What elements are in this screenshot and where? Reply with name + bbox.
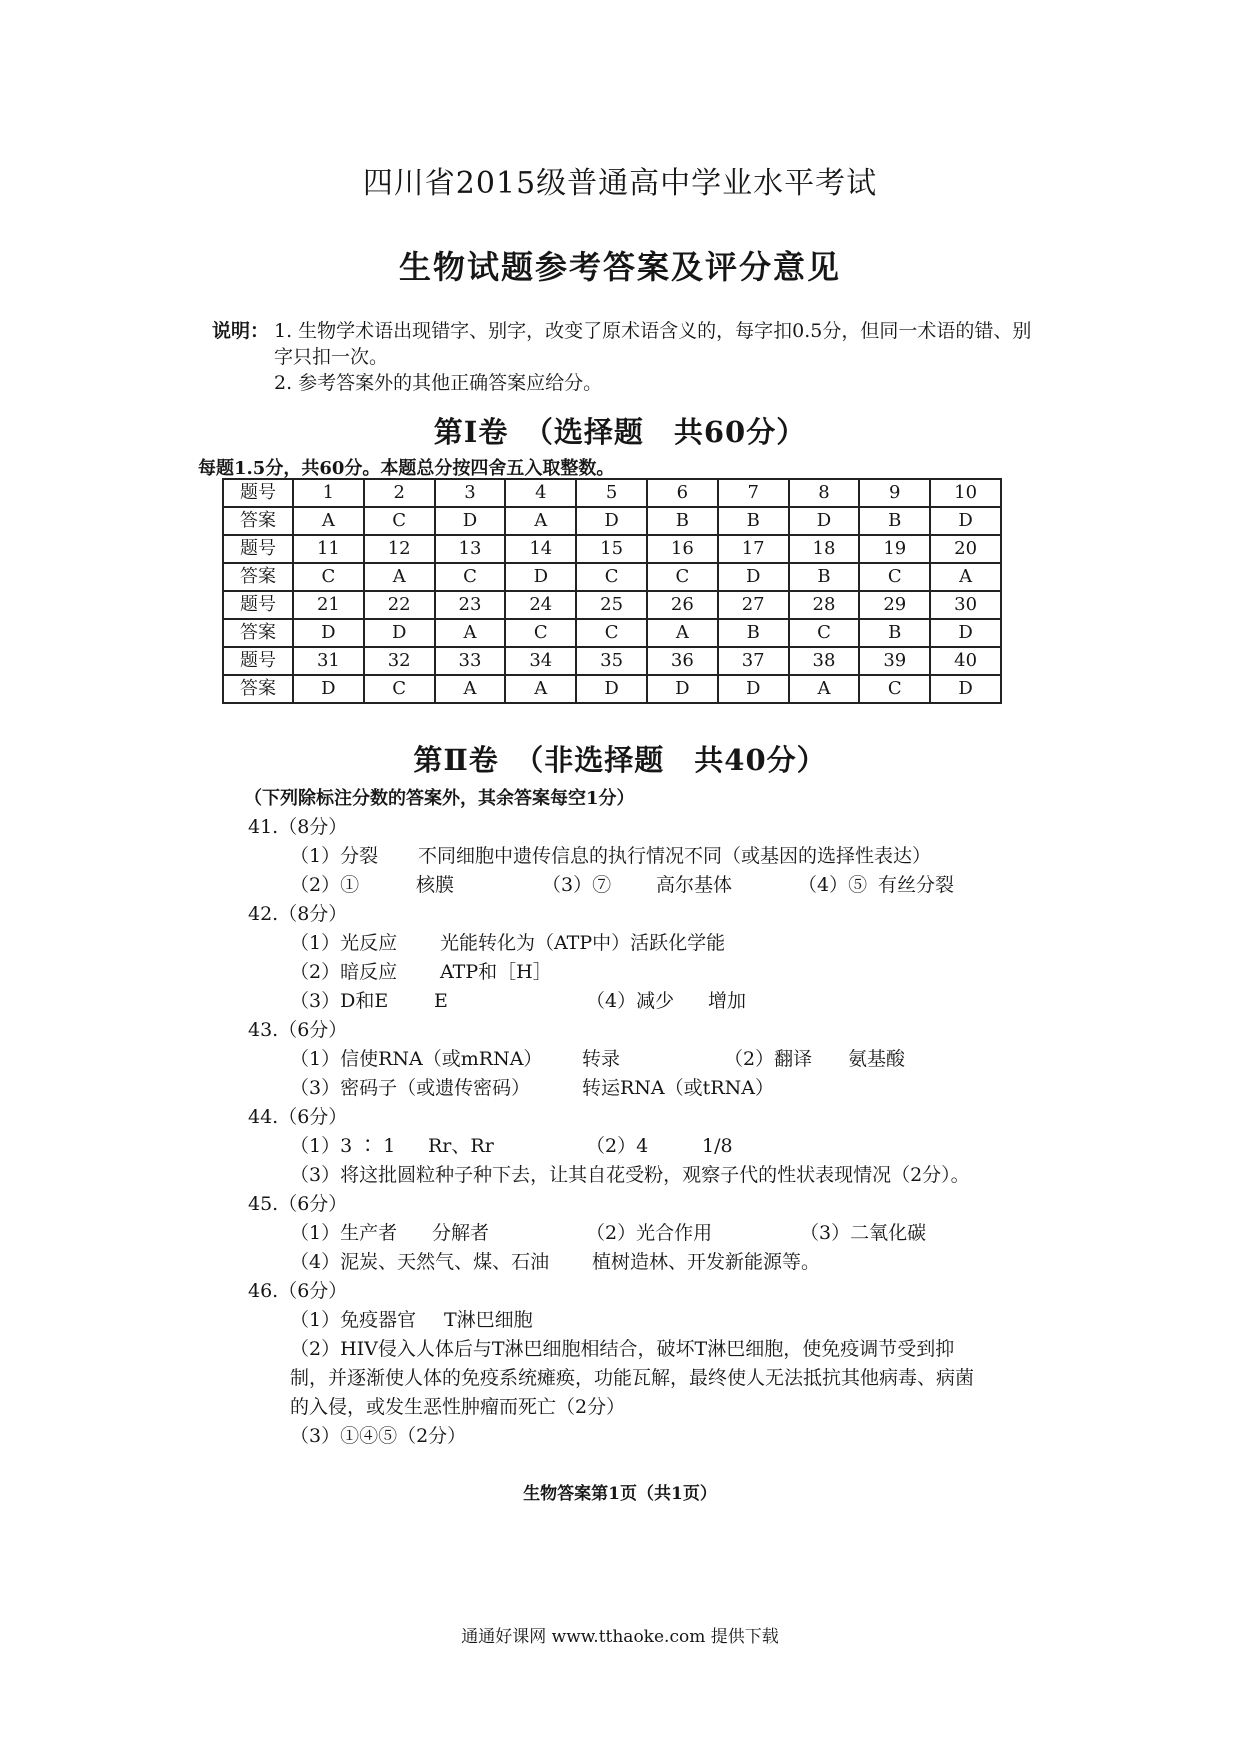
answer-cell: A — [364, 563, 435, 591]
answer-cell: B — [789, 563, 860, 591]
question-number-cell: 26 — [647, 591, 718, 619]
answer-cell: A — [930, 563, 1001, 591]
row-label-answer: 答案 — [223, 563, 293, 591]
row-label-number: 题号 — [223, 535, 293, 563]
answer-cell: C — [505, 619, 576, 647]
q41-part1-reason: 不同细胞中遗传信息的执行情况不同（或基因的选择性表达） — [418, 845, 932, 867]
question-number-cell: 10 — [930, 479, 1001, 507]
answer-cell: A — [505, 675, 576, 703]
answer-cell: C — [364, 507, 435, 535]
table-row-answers — [223, 507, 1001, 535]
row-label-number: 题号 — [223, 647, 293, 675]
question-46-line-2: （2）HIV侵入人体后与T淋巴细胞相结合，破坏T淋巴细胞，使免疫调节受到抑制，并逐渐使人体的免疫系统瘫痪，功能瓦解，最终使人无法抵抗其他病毒、病菌的入侵，或发生恶性肿瘤而死亡（2分） — [290, 1338, 975, 1418]
question-42-heading: 42.（8分） — [248, 903, 348, 925]
question-number-cell: 13 — [435, 535, 506, 563]
q46-part1-detail: T淋巴细胞 — [444, 1309, 533, 1331]
question-46-line-3 — [248, 1422, 1078, 1451]
table-row-numbers — [223, 479, 1001, 507]
q44-part2-detail: 1/8 — [702, 1135, 733, 1157]
table-row-answers — [223, 619, 1001, 647]
source-credit: 通通好课网 www.tthaoke.com 提供下载 — [461, 1627, 779, 1647]
q42-part1-detail: 光能转化为（ATP中）活跃化学能 — [440, 932, 726, 954]
question-45-line-1 — [248, 1219, 1078, 1248]
answer-cell: D — [293, 619, 364, 647]
question-41-line-1 — [248, 842, 1078, 871]
q41-part4-label: （4）⑤ — [798, 874, 868, 896]
answer-cell: A — [789, 675, 860, 703]
answer-cell: B — [859, 619, 930, 647]
part2-answers — [244, 784, 1078, 1451]
answer-cell: D — [505, 563, 576, 591]
exam-subtitle: 生物试题参考答案及评分意见 — [398, 248, 841, 286]
answer-cell: A — [435, 675, 506, 703]
question-number-cell: 4 — [505, 479, 576, 507]
table-row-numbers — [223, 535, 1001, 563]
question-number-cell: 7 — [718, 479, 789, 507]
question-number-cell: 20 — [930, 535, 1001, 563]
instructions — [212, 318, 1032, 396]
part2-heading: 第Ⅱ卷 （非选择题 共40分） — [413, 743, 827, 777]
question-number-cell: 29 — [859, 591, 930, 619]
question-number-cell: 38 — [789, 647, 860, 675]
instruction-item-2 — [212, 370, 1032, 396]
answer-cell: D — [293, 675, 364, 703]
question-number-cell: 30 — [930, 591, 1001, 619]
q43-part3-detail: 转运RNA（或tRNA） — [582, 1077, 774, 1099]
answer-cell: C — [647, 563, 718, 591]
answer-cell: B — [859, 507, 930, 535]
row-label-answer: 答案 — [223, 675, 293, 703]
q42-part2-detail: ATP和［H］ — [440, 961, 552, 983]
instructions-label: 说明： — [212, 320, 270, 342]
answer-cell: D — [576, 507, 647, 535]
q45-part1-answer: （1）生产者 — [290, 1222, 398, 1244]
answer-cell: D — [718, 675, 789, 703]
question-number-cell: 16 — [647, 535, 718, 563]
answer-cell: A — [647, 619, 718, 647]
question-43-heading: 43.（6分） — [248, 1019, 348, 1041]
answer-cell: D — [576, 675, 647, 703]
question-number-cell: 8 — [789, 479, 860, 507]
q45-part1-detail: 分解者 — [432, 1222, 490, 1244]
q45-part4-answer: （4）泥炭、天然气、煤、石油 — [290, 1251, 550, 1273]
question-44-heading: 44.（6分） — [248, 1106, 348, 1128]
q44-part2-answer: （2）4 — [586, 1135, 649, 1157]
page-footer: 生物答案第1页（共1页） — [523, 1484, 717, 1504]
q42-part4-answer: （4）减少 — [586, 990, 675, 1012]
answer-cell: B — [718, 619, 789, 647]
answer-cell: B — [718, 507, 789, 535]
q41-part4-answer: 有丝分裂 — [878, 874, 955, 896]
question-number-cell: 15 — [576, 535, 647, 563]
row-label-answer: 答案 — [223, 507, 293, 535]
question-46-line-1 — [248, 1306, 1078, 1335]
table-row-numbers — [223, 647, 1001, 675]
question-number-cell: 9 — [859, 479, 930, 507]
answer-cell: C — [789, 619, 860, 647]
answer-cell: D — [930, 619, 1001, 647]
answer-cell: B — [647, 507, 718, 535]
question-number-cell: 34 — [505, 647, 576, 675]
table-row-answers — [223, 675, 1001, 703]
q41-part2-label: （2）① — [290, 874, 360, 896]
q41-part2-answer: 核膜 — [416, 874, 455, 896]
answer-cell: D — [647, 675, 718, 703]
question-number-cell: 28 — [789, 591, 860, 619]
question-number-cell: 12 — [364, 535, 435, 563]
answer-cell: D — [789, 507, 860, 535]
q42-part1-answer: （1）光反应 — [290, 932, 398, 954]
q43-part2-answer: （2）翻译 — [724, 1048, 813, 1070]
question-number-cell: 19 — [859, 535, 930, 563]
table-row-answers — [223, 563, 1001, 591]
instruction-item-1 — [212, 318, 1032, 370]
question-number-cell: 23 — [435, 591, 506, 619]
q43-part1-answer: （1）信使RNA（或mRNA） — [290, 1048, 543, 1070]
question-number-cell: 1 — [293, 479, 364, 507]
q46-part1-answer: （1）免疫器官 — [290, 1309, 417, 1331]
question-number-cell: 35 — [576, 647, 647, 675]
answer-cell: C — [576, 619, 647, 647]
question-46-heading: 46.（6分） — [248, 1280, 348, 1302]
answer-cell: C — [859, 563, 930, 591]
q41-part3-answer: 高尔基体 — [656, 874, 733, 896]
question-number-cell: 21 — [293, 591, 364, 619]
question-number-cell: 22 — [364, 591, 435, 619]
q42-part3-answer: （3）D和E — [290, 990, 389, 1012]
q41-part3-label: （3）⑦ — [542, 874, 612, 896]
answer-cell: D — [718, 563, 789, 591]
question-42-line-1 — [248, 929, 1078, 958]
question-42-line-2 — [248, 958, 1078, 987]
question-45-line-2 — [248, 1248, 1078, 1277]
answer-cell: C — [859, 675, 930, 703]
question-number-cell: 11 — [293, 535, 364, 563]
question-number-cell: 31 — [293, 647, 364, 675]
question-number-cell: 14 — [505, 535, 576, 563]
question-number-cell: 18 — [789, 535, 860, 563]
row-label-number: 题号 — [223, 591, 293, 619]
q42-part3-detail: E — [434, 990, 448, 1012]
answer-cell: A — [435, 619, 506, 647]
answer-cell: C — [435, 563, 506, 591]
instruction-text-2: 2. 参考答案外的其他正确答案应给分。 — [274, 372, 603, 394]
question-number-cell: 24 — [505, 591, 576, 619]
question-44-line-1 — [248, 1132, 1078, 1161]
question-number-cell: 3 — [435, 479, 506, 507]
answer-cell: D — [930, 507, 1001, 535]
question-number-cell: 27 — [718, 591, 789, 619]
question-number-cell: 37 — [718, 647, 789, 675]
part1-scoring-note: 每题1.5分，共60分。本题总分按四舍五入取整数。 — [198, 458, 615, 479]
q42-part2-answer: （2）暗反应 — [290, 961, 398, 983]
question-number-cell: 32 — [364, 647, 435, 675]
question-number-cell: 17 — [718, 535, 789, 563]
instruction-text-1: 1. 生物学术语出现错字、别字，改变了原术语含义的，每字扣0.5分，但同一术语的错、别字只扣一次。 — [274, 320, 1032, 368]
part1-heading: 第Ⅰ卷 （选择题 共60分） — [433, 415, 807, 449]
row-label-answer: 答案 — [223, 619, 293, 647]
question-number-cell: 39 — [859, 647, 930, 675]
question-number-cell: 40 — [930, 647, 1001, 675]
answer-cell: A — [505, 507, 576, 535]
part2-scoring-note: （下列除标注分数的答案外，其余答案每空1分） — [244, 788, 635, 809]
q43-part1-detail: 转录 — [582, 1048, 621, 1070]
question-42-line-3 — [248, 987, 1078, 1016]
table-row-numbers — [223, 591, 1001, 619]
q44-part1-answer: （1）3 ∶ 1 — [290, 1135, 396, 1157]
question-44-line-2 — [248, 1161, 1078, 1190]
question-41-line-2 — [248, 871, 1078, 900]
q41-part1-answer: （1）分裂 — [290, 845, 379, 867]
row-label-number: 题号 — [223, 479, 293, 507]
q45-part3-answer: （3）二氧化碳 — [800, 1222, 927, 1244]
q44-part3-answer: （3）将这批圆粒种子种下去，让其自花受粉，观察子代的性状表现情况（2分）。 — [290, 1164, 970, 1186]
question-43-line-2 — [248, 1074, 1078, 1103]
answer-cell: D — [364, 619, 435, 647]
answer-cell: C — [293, 563, 364, 591]
question-43-line-1 — [248, 1045, 1078, 1074]
question-number-cell: 36 — [647, 647, 718, 675]
q45-part4-detail: 植树造林、开发新能源等。 — [592, 1251, 821, 1273]
question-45-heading: 45.（6分） — [248, 1193, 348, 1215]
q46-part3-answer: （3）①④⑤（2分） — [290, 1425, 467, 1447]
answer-cell: A — [293, 507, 364, 535]
answer-cell: D — [930, 675, 1001, 703]
question-number-cell: 5 — [576, 479, 647, 507]
q43-part3-answer: （3）密码子（或遗传密码） — [290, 1077, 531, 1099]
answer-cell: D — [435, 507, 506, 535]
q43-part2-detail: 氨基酸 — [848, 1048, 906, 1070]
question-number-cell: 6 — [647, 479, 718, 507]
question-number-cell: 25 — [576, 591, 647, 619]
answer-cell: C — [576, 563, 647, 591]
answer-cell: C — [364, 675, 435, 703]
q45-part2-answer: （2）光合作用 — [586, 1222, 713, 1244]
question-41-heading: 41.（8分） — [248, 816, 348, 838]
multiple-choice-answer-table — [222, 478, 1002, 704]
q42-part4-detail: 增加 — [708, 990, 747, 1012]
exam-title: 四川省2015级普通高中学业水平考试 — [362, 166, 878, 201]
question-number-cell: 2 — [364, 479, 435, 507]
question-number-cell: 33 — [435, 647, 506, 675]
q44-part1-detail: Rr、Rr — [428, 1135, 494, 1157]
